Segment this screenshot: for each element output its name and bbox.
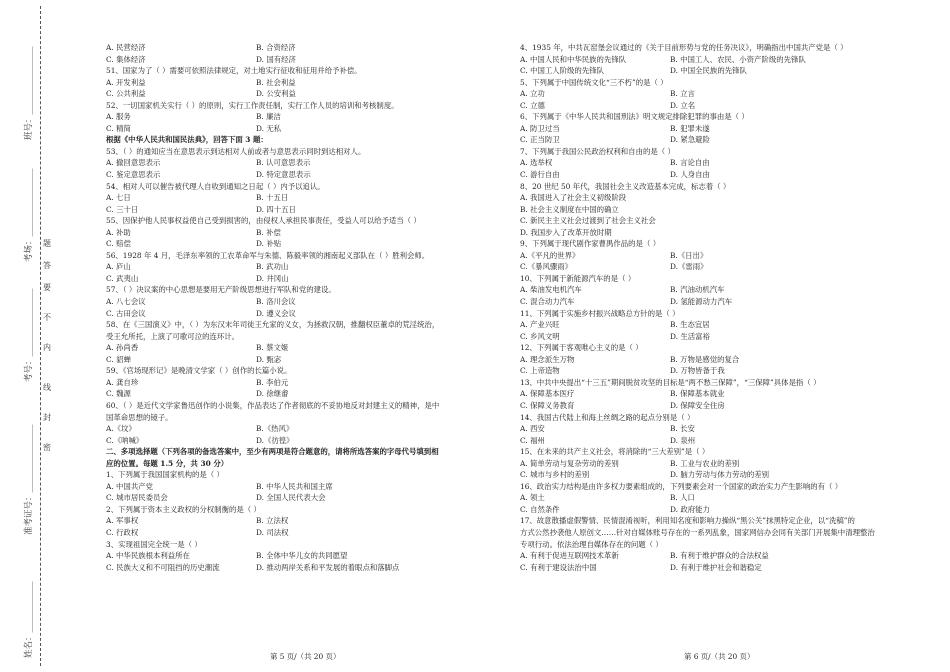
option-text: B. 十五日 — [256, 193, 289, 203]
question-text: 4、1935 年，中共瓦窑堡会议通过的《关于目前形势与党的任务决议》，明确指出中国共产党是（ ） — [520, 43, 848, 52]
option-row — [520, 134, 924, 146]
option-row — [106, 481, 511, 493]
option-text: A. 产业兴旺 — [520, 320, 560, 330]
option-text: D. 脑力劳动与体力劳动的差别 — [670, 470, 770, 480]
option-row — [520, 284, 924, 296]
option-text: C. 游行自由 — [520, 170, 560, 180]
question-text: A. 我国进入了社会主义初级阶段 — [520, 193, 627, 203]
option-row — [520, 354, 924, 366]
question-text: 2、下列属于资本主义政权的分权制衡的是（ ） — [106, 504, 261, 514]
page-number-right: 第 6 页/（共 20 页） — [684, 652, 755, 661]
question-text: 55、因保护他人民事权益使自己受到损害的，由侵权人承担民事责任，受益人可以给予适当（ ） — [106, 216, 421, 226]
option-text: B.《热风》 — [256, 424, 294, 434]
option-text: A.《坟》 — [106, 424, 136, 434]
option-row — [520, 504, 924, 516]
option-text: C. 魏源 — [106, 389, 131, 399]
option-row — [106, 261, 511, 273]
option-text: C. 貂蝉 — [106, 354, 131, 364]
option-text: D. 全国人民代表大会 — [256, 493, 326, 503]
option-text: C. 中国工人阶级的先锋队 — [520, 66, 604, 76]
option-text: A. 撤回意思表示 — [106, 158, 161, 168]
question-text: 52、一切国家机关实行（ ）的原则，实行工作责任制，实行工作人员的培训和考核制度。 — [106, 100, 399, 110]
option-text: B. 长安 — [670, 424, 695, 434]
option-text: D. 井冈山 — [256, 273, 289, 283]
option-text: A. 中国共产党 — [106, 481, 153, 491]
option-text: A. 领土 — [520, 493, 545, 503]
option-row — [520, 562, 924, 574]
binding-margin — [0, 0, 64, 672]
question-text: 57、（ ）决议案的中心思想是要用无产阶级思想进行军队和党的建设。 — [106, 285, 336, 295]
question-text: 专项行动。依法治理自媒体存在的问题（ ） — [520, 539, 663, 549]
option-text: C. 乡风文明 — [520, 331, 560, 341]
option-row — [106, 204, 511, 216]
option-row — [520, 123, 924, 135]
option-text: A. 七日 — [106, 193, 131, 203]
option-text: D. 紧急避险 — [670, 135, 710, 145]
option-text: C. 赔偿 — [106, 239, 131, 249]
option-row — [106, 342, 511, 354]
option-text: A. 民营经济 — [106, 43, 146, 52]
option-text: A. 孙尚香 — [106, 343, 139, 353]
option-row — [520, 400, 924, 412]
option-text: B. 认可意思表示 — [256, 158, 311, 168]
option-text: C. 民族大义和不可阻挡的历史潮流 — [106, 562, 220, 572]
option-text: C. 正当防卫 — [520, 135, 560, 145]
option-text: B. 万物是感觉的复合 — [670, 354, 740, 364]
option-text: B. 生态宜居 — [670, 320, 710, 330]
option-text: A. 防卫过当 — [520, 123, 560, 133]
option-text: B. 人口 — [670, 493, 695, 503]
option-text: C.《暴风骤雨》 — [520, 262, 573, 272]
question-text: 7、下列属于我国公民政治权利和自由的是（ ） — [520, 146, 675, 156]
option-row — [520, 250, 924, 262]
option-text: D. 徐继畬 — [256, 389, 289, 399]
option-row — [106, 354, 511, 366]
option-text: D. 公安利益 — [256, 89, 296, 99]
option-text: D. 推动两岸关系和平发展的着眼点和落脚点 — [256, 562, 400, 572]
option-text: D.《雷雨》 — [670, 262, 708, 272]
option-text: A. 开发利益 — [106, 77, 146, 87]
option-row — [106, 192, 511, 204]
option-row — [106, 423, 511, 435]
question-text: D. 我国步入了改革开放时期 — [520, 227, 612, 237]
question-text: 5、下列属于中国传统文化“三不朽”的是（ ） — [520, 77, 668, 87]
option-text: A. 西安 — [520, 424, 545, 434]
option-text: A. 补助 — [106, 227, 131, 237]
option-text: C. 立德 — [520, 100, 545, 110]
question-text: C. 新民主主义社会过渡到了社会主义社会 — [520, 216, 656, 226]
option-text: D. 万物皆备于我 — [670, 366, 725, 376]
question-text: 6、下列属于《中华人民共和国刑法》明文规定排除犯罪的事由是（ ） — [520, 112, 749, 122]
option-text: B. 工业与农业的差别 — [670, 458, 740, 468]
question-text: 方式公然抄袭他人原创文……针对自媒体账号存在的一系列乱象，国家网信办会同有关部门开展集中清理整治 — [520, 527, 875, 537]
question-text: 国革命思想的镜子。 — [106, 412, 173, 422]
section-heading: 二、多项选择题（下列各项的备选答案中，至少有两项是符合题意的，请将所选答案的字母代号填到相 — [106, 447, 439, 457]
option-row — [106, 77, 511, 89]
binding-dashed-line — [40, 6, 41, 666]
option-text: D. 国有经济 — [256, 54, 296, 64]
option-row — [520, 435, 924, 447]
option-text: B. 李伯元 — [256, 377, 289, 387]
option-text: B. 中国工人、农民、小资产阶级的先锋队 — [670, 54, 806, 64]
seal-word: 线 — [43, 383, 51, 392]
option-text: A. 立功 — [520, 89, 545, 99]
option-text: A. 简单劳动与复杂劳动的差别 — [520, 458, 619, 468]
section-heading: 根据《中华人民共和国民法典》，回答下面 3 题： — [106, 135, 268, 145]
option-text: B. 合资经济 — [256, 43, 296, 52]
option-row — [106, 296, 511, 308]
option-text: D. 保障安全住房 — [670, 400, 725, 410]
option-text: C. 上帝造物 — [520, 366, 560, 376]
option-text: D. 政府能力 — [670, 504, 710, 514]
option-text: A. 理念派生万物 — [520, 354, 575, 364]
option-text: B. 洛川会议 — [256, 297, 296, 307]
question-text: 51、国家为了（ ）需要可依照法律规定，对土地实行征收和征用并给予补偿。 — [106, 66, 362, 76]
option-text: A. 保障基本医疗 — [520, 389, 575, 399]
option-text: D. 特定意思表示 — [256, 170, 311, 180]
option-text: D. 立名 — [670, 100, 696, 110]
option-text: C. 武夷山 — [106, 273, 139, 283]
option-row — [106, 562, 511, 574]
option-row — [106, 42, 511, 54]
question-text: 1、下列属于我国国家机构的是（ ） — [106, 470, 224, 480]
option-text: C. 有利于建设法治中国 — [520, 562, 597, 572]
option-row — [520, 458, 924, 470]
option-text: B. 蔡文姬 — [256, 343, 289, 353]
question-text: 10、下列属于新能源汽车的是（ ） — [520, 273, 636, 283]
option-text: B. 全体中华儿女的共同愿望 — [256, 551, 348, 561]
question-text: 60、（ ）是近代文学家鲁迅创作的小说集，作品表达了作者彻底的不妥协地反对封建主义的精神，是中 — [106, 400, 440, 410]
question-text: 14、我国古代陆上和海上丝绸之路的起点分别是（ ） — [520, 412, 695, 422]
option-text: B. 立言 — [670, 89, 695, 99]
option-text: B.《日出》 — [670, 250, 708, 260]
seal-word: 不 — [43, 313, 51, 322]
option-text: C. 行政权 — [106, 527, 139, 537]
option-text: A. 龚自珍 — [106, 377, 139, 387]
option-row — [520, 88, 924, 100]
class-number-field: 班号：________________ — [24, 46, 34, 140]
option-row — [520, 296, 924, 308]
option-text: C. 精简 — [106, 123, 131, 133]
option-text: D. 无私 — [256, 123, 282, 133]
option-text: A. 中国人民和中华民族的先锋队 — [520, 54, 627, 64]
option-text: A. 选举权 — [520, 158, 553, 168]
option-text: B. 保障基本就业 — [670, 389, 725, 399]
option-text: D. 氢能源动力汽车 — [670, 297, 733, 307]
question-text: 11、下列属于实施乡村振兴战略总方针的是（ ） — [520, 308, 680, 318]
question-text: 3、实现祖国完全统一是（ ） — [106, 539, 202, 549]
option-row — [106, 88, 511, 100]
option-row — [520, 388, 924, 400]
option-text: B. 中华人民共和国主席 — [256, 481, 333, 491]
option-row — [520, 331, 924, 343]
question-text: 54、相对人可以催告被代理人自收到通知之日起（ ）内予以追认。 — [106, 181, 325, 191]
ticket-number-field: 准考证号：________________ — [24, 424, 34, 535]
question-text: 8、20 世纪 50 年代，我国社会主义改造基本完成，标志着（ ） — [520, 181, 731, 191]
left-page-column — [106, 42, 511, 573]
option-row — [106, 111, 511, 123]
right-page-column — [520, 42, 924, 573]
seal-word: 内 — [43, 343, 51, 352]
option-text: B. 言论自由 — [670, 158, 710, 168]
option-text: D. 有利于维护社会和谐稳定 — [670, 562, 762, 572]
option-text: C. 古田会议 — [106, 308, 146, 318]
option-text: B. 犯罪未遂 — [670, 123, 710, 133]
option-row — [520, 319, 924, 331]
question-text: 13、中共中央提出“十三五”期间脱贫攻坚的目标是“两不愁三保障”，“三保障”具体是指（ ） — [520, 377, 821, 387]
option-text: B. 补偿 — [256, 227, 281, 237]
question-text: 12、下列属于客观唯心主义的是（ ） — [520, 343, 643, 353]
seal-word: 题 — [43, 239, 51, 248]
seal-word: 密 — [43, 443, 51, 452]
option-text: A. 中华民族根本利益所在 — [106, 551, 190, 561]
name-field: 姓名：____________ — [24, 581, 34, 658]
option-text: D. 甄宓 — [256, 354, 282, 364]
option-row — [106, 435, 511, 447]
option-row — [520, 261, 924, 273]
option-text: D. 司法权 — [256, 527, 289, 537]
option-text: A. 服务 — [106, 112, 131, 122]
option-text: C. 保障义务教育 — [520, 400, 575, 410]
option-text: D. 中国全民族的先锋队 — [670, 66, 747, 76]
exam-room-field: 考场：________________ — [24, 168, 34, 262]
option-row — [106, 308, 511, 320]
option-text: B. 武功山 — [256, 262, 289, 272]
option-text: B. 汽油动机汽车 — [670, 285, 725, 295]
option-row — [106, 527, 511, 539]
question-text: 16、政治实力结构是由许多权力要素组成的，下列要素会对一个国家的政治实力产生影响的有（ ） — [520, 481, 843, 491]
option-row — [520, 423, 924, 435]
option-text: C. 三十日 — [106, 204, 139, 214]
option-row — [106, 515, 511, 527]
option-row — [520, 100, 924, 112]
option-text: D. 遵义会议 — [256, 308, 296, 318]
option-text: D. 补贴 — [256, 239, 282, 249]
seal-word: 封 — [43, 413, 51, 422]
option-text: C. 集体经济 — [106, 54, 146, 64]
question-text: 56、1928 年 4 月，毛泽东率领的工农革命军与朱德、陈毅率领的湘南起义部队在（ ）胜利会师。 — [106, 250, 430, 260]
option-row — [106, 492, 511, 504]
option-text: A.《平凡的世界》 — [520, 250, 580, 260]
exam-number-field: 考号：________________ — [24, 288, 34, 382]
option-text: B. 有利于维护群众的合法权益 — [670, 551, 769, 561]
option-row — [106, 123, 511, 135]
option-row — [520, 469, 924, 481]
option-text: C. 城市居民委员会 — [106, 493, 168, 503]
option-text: D. 泉州 — [670, 435, 696, 445]
option-text: C. 城市与乡村的差别 — [520, 470, 590, 480]
option-row — [520, 492, 924, 504]
question-text: 15、在未来的共产主义社会，将消除的“三大差别”是（ ） — [520, 447, 710, 457]
option-row — [520, 550, 924, 562]
option-text: A. 八七会议 — [106, 297, 146, 307]
option-row — [106, 169, 511, 181]
option-row — [106, 388, 511, 400]
option-text: D.《彷徨》 — [256, 435, 294, 445]
option-text: D. 四十五日 — [256, 204, 296, 214]
option-row — [106, 238, 511, 250]
option-text: B. 廉洁 — [256, 112, 281, 122]
question-text: 53、（ ）的通知应当在意思表示到达相对人前或者与意思表示同时到达相对人。 — [106, 146, 366, 156]
option-text: C. 混合动力汽车 — [520, 297, 575, 307]
question-text: B. 社会主义制度在中国的确立 — [520, 204, 619, 214]
option-row — [520, 65, 924, 77]
option-row — [106, 377, 511, 389]
option-text: A. 有利于促进互联网技术革新 — [520, 551, 619, 561]
option-text: A. 军事权 — [106, 516, 139, 526]
seal-word: 答 — [43, 261, 51, 270]
option-row — [106, 550, 511, 562]
option-row — [106, 227, 511, 239]
option-row — [106, 54, 511, 66]
page-number-left: 第 5 页/（共 20 页） — [270, 652, 341, 661]
question-text: 17、故意散播虚假警情、民情混淆视听，利用知名度和影响力操纵“黑公关”抹黑特定企业，以“洗稿”的 — [520, 516, 855, 526]
option-row — [520, 54, 924, 66]
option-text: D. 生活富裕 — [670, 331, 710, 341]
option-row — [520, 365, 924, 377]
question-text: 9、下列属于现代剧作家曹禺作品的是（ ） — [520, 239, 661, 249]
option-text: C.《呐喊》 — [106, 435, 144, 445]
question-text: 58、在《三国演义》中，（ ）为东汉末年司徒王允家的义女，为拯救汉朝，推翻权臣董卓的荒淫统治， — [106, 320, 440, 330]
option-text: C. 鉴定意思表示 — [106, 170, 161, 180]
section-heading: 应的位置。每题 1.5 分，共 30 分） — [106, 458, 229, 468]
option-row — [106, 273, 511, 285]
question-text: 59、《官场现形记》是晚清文学家（ ）创作的长篇小说。 — [106, 366, 292, 376]
option-row — [106, 157, 511, 169]
seal-word: 要 — [43, 283, 51, 292]
option-row — [520, 157, 924, 169]
option-text: B. 立法权 — [256, 516, 289, 526]
option-text: C. 公共利益 — [106, 89, 146, 99]
option-text: C. 福州 — [520, 435, 545, 445]
option-text: D. 人身自由 — [670, 170, 710, 180]
option-text: A. 柴油发电机汽车 — [520, 285, 582, 295]
option-text: B. 社会利益 — [256, 77, 296, 87]
option-text: A. 庐山 — [106, 262, 131, 272]
option-row — [520, 169, 924, 181]
option-text: C. 自然条件 — [520, 504, 560, 514]
question-text: 受王允所托，上演了可歌可泣的连环计。 — [106, 331, 240, 341]
